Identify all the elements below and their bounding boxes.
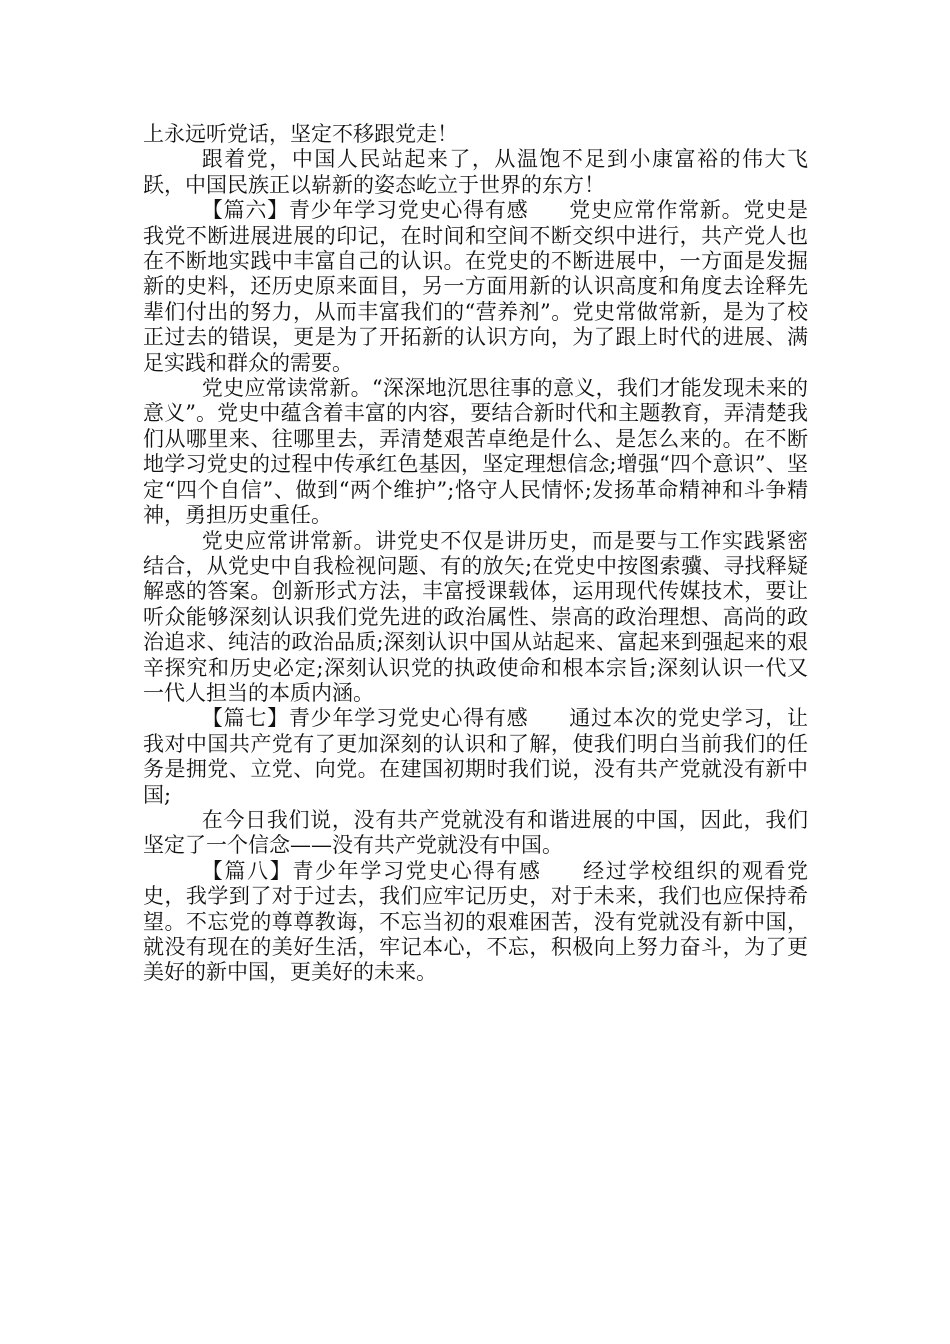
paragraph-text: 在今日我们说，没有共产党就没有和谐进展的中国，因此，我们坚定了一个信念——没有共产党就没有中国。 [143,807,808,858]
paragraph-4 [143,376,808,528]
paragraph-text: 通过本次的党史学习，让我对中国共产党有了更加深刻的认识和了解，使我们明白当前我们的任务是拥党、立党、向党。在建国初期时我们说，没有共产党就没有新中国; [143,706,808,807]
paragraph-text: 党史应常读常新。“深深地沉思往事的意义，我们才能发现未来的意义”。党史中蕴含着丰富的内容，要结合新时代和主题教育，弄清楚我们从哪里来、往哪里去，弄清楚艰苦卓绝是什么、是怎么来的。在不断地学习党史的过程中传承红色基因，坚定理想信念;增强“四个意识”、坚定“四个自信”、做到“两个维护”;恪守人民情怀;发扬革命精神和斗争精神，勇担历史重任。 [143,376,808,528]
paragraph-text: 党史应常作常新。党史是我党不断进展进展的印记，在时间和空间不断交织中进行，共产党人也在不断地实践中丰富自己的认识。在党史的不断进展中，一方面是发掘新的史料，还历史原来面目，另一方面用新的认识高度和角度去诠释先辈们付出的努力，从而丰富我们的“营养剂”。党史常做常新，是为了校正过去的错误，更是为了开拓新的认识方向，为了跟上时代的进展、满足实践和群众的需要。 [143,198,808,375]
section-6-paragraph [143,198,808,376]
paragraph-5 [143,529,808,707]
section-8-heading: 【篇八】青少年学习党史心得有感 [201,858,542,883]
paragraph-7 [143,808,808,859]
paragraph-text: 跟着党，中国人民站起来了，从温饱不足到小康富裕的伟大飞跃，中国民族正以崭新的姿态屹立于世界的东方！ [143,147,808,197]
paragraph-text: 上永远听党话，坚定不移跟党走！ [143,122,458,146]
paragraph-2 [143,147,808,198]
paragraph-1 [143,122,808,147]
section-8-paragraph [143,859,808,986]
paragraph-text: 经过学校组织的观看党史，我学到了对于过去，我们应牢记历史，对于未来，我们也应保持希望。不忘党的尊尊教诲，不忘当初的艰难困苦，没有党就没有新中国，就没有现在的美好生活，牢记本心，不忘，积极向上努力奋斗，为了更美好的新中国，更美好的未来。 [143,858,809,985]
document-body [143,122,808,986]
paragraph-text: 党史应常讲常新。讲党史不仅是讲历史，而是要与工作实践紧密结合，从党史中自我检视问题、有的放矢;在党史中按图索骥、寻找释疑解惑的答案。创新形式方法，丰富授课载体，运用现代传媒技术，要让听众能够深刻认识我们党先进的政治属性、崇高的政治理想、高尚的政治追求、纯洁的政治品质;深刻认识中国从站起来、富起来到强起来的艰辛探究和历史必定;深刻认识党的执政使命和根本宗旨;深刻认识一代又一代人担当的本质内涵。 [143,528,808,705]
section-6-heading: 【篇六】青少年学习党史心得有感 [201,198,529,223]
section-7-heading: 【篇七】青少年学习党史心得有感 [201,706,529,731]
section-7-paragraph [143,706,808,808]
